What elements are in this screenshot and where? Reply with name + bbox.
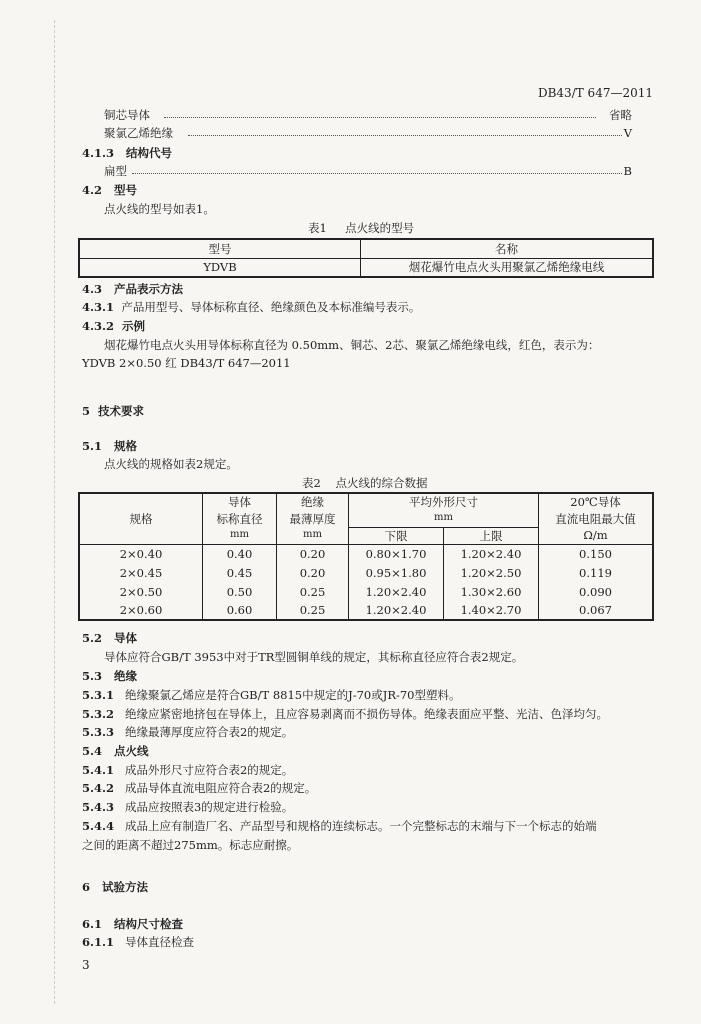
code-line-flat — [104, 164, 632, 178]
clause-4-3-1: 4.3.1 产品用型号、导体标称直径、绝缘颜色及本标准编号表示。 — [82, 300, 421, 314]
table2-header-conductor-2: 标称直径 — [203, 510, 277, 527]
clause-5-3-2: 5.3.2 绝缘应紧密地挤包在导体上，且应容易剥离而不损伤导体。绝缘表面应平整、光洁、色泽均匀。 — [82, 707, 608, 721]
chapter-6-title: 6 试验方法 — [82, 880, 149, 894]
clause-5-4-4-cont: 之间的距离不超过275mm。标志应耐擦。 — [82, 838, 299, 852]
page-number: 3 — [82, 958, 90, 972]
paragraph: 导体应符合GB/T 3953中对于TR型圆铜单线的规定，其标称直径应符合表2规定。 — [104, 650, 524, 664]
table2-cell: 2×0.50 — [79, 582, 203, 601]
clause-5-4-2: 5.4.2 成品导体直流电阻应符合表2的规定。 — [82, 781, 317, 795]
table2-caption: 表2 点火线的综合数据 — [302, 476, 428, 490]
table2-header-resistance-unit: Ω/m — [539, 527, 654, 544]
table2-cell: 0.40 — [203, 544, 277, 563]
table2 — [78, 492, 654, 621]
table2-cell: 0.95×1.80 — [349, 563, 444, 582]
table1-cell-model: YDVB — [79, 258, 361, 277]
table2-cell: 0.80×1.70 — [349, 544, 444, 563]
table2-cell: 2×0.40 — [79, 544, 203, 563]
table2-header-insulation-unit: mm — [277, 527, 349, 544]
table2-header-spec: 规格 — [79, 493, 203, 544]
table1-caption: 表1 点火线的型号 — [308, 221, 415, 235]
table2-cell: 0.090 — [539, 582, 654, 601]
table1 — [78, 238, 654, 278]
chapter-5-title: 5 技术要求 — [82, 404, 145, 418]
section-5-3-title: 5.3 绝缘 — [82, 669, 138, 683]
table2-cell: 0.25 — [277, 582, 349, 601]
example-designation: YDVB 2×0.50 红 DB43/T 647—2011 — [82, 356, 291, 370]
table2-cell: 0.25 — [277, 601, 349, 620]
code-value: V — [623, 126, 632, 140]
table1-cell-name: 烟花爆竹电点火头用聚氯乙烯绝缘电线 — [361, 258, 654, 277]
table2-cell: 2×0.45 — [79, 563, 203, 582]
section-6-1-title: 6.1 结构尺寸检查 — [82, 917, 184, 931]
code-line-pvc — [104, 126, 632, 140]
section-4-1-3-title: 4.1.3 结构代号 — [82, 146, 173, 160]
table2-cell: 0.60 — [203, 601, 277, 620]
clause-5-4-3: 5.4.3 成品应按照表3的规定进行检验。 — [82, 800, 294, 814]
binding-line — [54, 20, 55, 1004]
table2-header-conductor-unit: mm — [203, 527, 277, 544]
code-label: 聚氯乙烯绝缘 — [104, 126, 173, 140]
code-value: 省略 — [609, 108, 632, 122]
table2-cell: 1.30×2.60 — [444, 582, 539, 601]
table-row — [79, 544, 653, 563]
table2-cell: 1.20×2.40 — [349, 601, 444, 620]
section-4-2-title: 4.2 型号 — [82, 183, 138, 197]
code-value: B — [623, 164, 632, 178]
section-4-3-title: 4.3 产品表示方法 — [82, 282, 184, 296]
paragraph: 点火线的型号如表1。 — [104, 202, 215, 216]
table2-cell: 1.20×2.50 — [444, 563, 539, 582]
table2-cell: 1.40×2.70 — [444, 601, 539, 620]
table-row — [79, 582, 653, 601]
clause-5-3-1: 5.3.1 绝缘聚氯乙烯应是符合GB/T 8815中规定的J-70或JR-70型塑料。 — [82, 688, 461, 702]
section-5-4-title: 5.4 点火线 — [82, 744, 149, 758]
table2-header-lower: 下限 — [349, 527, 444, 544]
section-5-2-title: 5.2 导体 — [82, 631, 138, 645]
table2-header-upper: 上限 — [444, 527, 539, 544]
document-code: DB43/T 647—2011 — [537, 86, 653, 100]
table2-cell: 0.20 — [277, 544, 349, 563]
clause-5-4-4: 5.4.4 成品上应有制造厂名、产品型号和规格的连续标志。一个完整标志的末端与下一个标志的始端 — [82, 819, 597, 833]
table2-header-insulation-2: 最薄厚度 — [277, 510, 349, 527]
table-row — [79, 563, 653, 582]
clause-6-1-1: 6.1.1 导体直径检查 — [82, 935, 194, 949]
code-label: 扁型 — [104, 164, 127, 178]
table2-header-resistance-1: 20℃导体 — [539, 493, 654, 510]
table-row — [79, 601, 653, 620]
table2-header-resistance-2: 直流电阻最大值 — [539, 510, 654, 527]
table2-cell: 0.119 — [539, 563, 654, 582]
paragraph: 烟花爆竹电点火头用导体标称直径为 0.50mm、铜芯、2芯、聚氯乙烯绝缘电线，红色，表示为： — [104, 338, 600, 352]
code-line-copper — [104, 108, 632, 122]
table2-cell: 1.20×2.40 — [349, 582, 444, 601]
table1-header-name: 名称 — [361, 239, 654, 258]
table2-cell: 0.50 — [203, 582, 277, 601]
table2-header-od: 平均外形尺寸 — [349, 493, 539, 510]
table2-cell: 0.150 — [539, 544, 654, 563]
table2-cell: 0.45 — [203, 563, 277, 582]
table2-cell: 1.20×2.40 — [444, 544, 539, 563]
clause-5-4-1: 5.4.1 成品外形尺寸应符合表2的规定。 — [82, 763, 294, 777]
table2-header-od-unit: mm — [349, 510, 539, 527]
table2-cell: 0.067 — [539, 601, 654, 620]
clause-5-3-3: 5.3.3 绝缘最薄厚度应符合表2的规定。 — [82, 725, 294, 739]
table1-header-model: 型号 — [79, 239, 361, 258]
section-4-3-2-title: 4.3.2 示例 — [82, 319, 146, 333]
table2-header-insulation-1: 绝缘 — [277, 493, 349, 510]
paragraph: 点火线的规格如表2规定。 — [104, 457, 238, 471]
table2-cell: 0.20 — [277, 563, 349, 582]
table2-header-conductor-1: 导体 — [203, 493, 277, 510]
section-5-1-title: 5.1 规格 — [82, 439, 138, 453]
code-label: 铜芯导体 — [104, 108, 150, 122]
table2-cell: 2×0.60 — [79, 601, 203, 620]
